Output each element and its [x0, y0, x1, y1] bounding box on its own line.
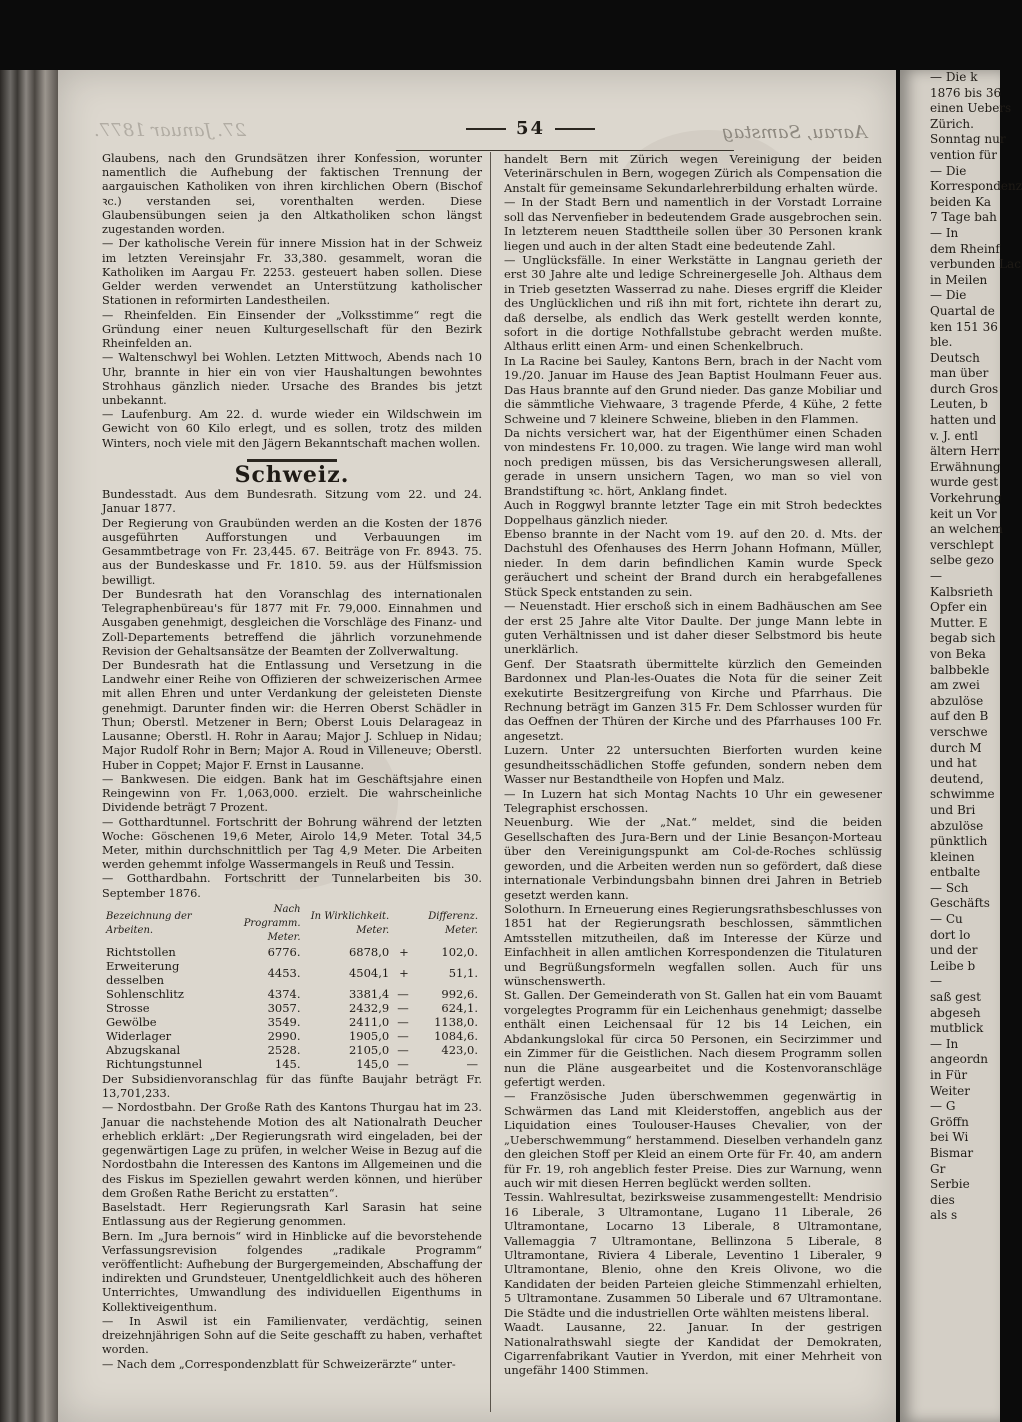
article-paragraph: — Der katholische Verein für innere Mission hat in der Schweiz im letzten Vereinsjahr Fr. 33,380. gesammelt, woran die Katholiken im Aargau Fr. 2253. gesteuert haben sollen. Diese Gelder werden verwendet an Unterstützung katholischer Stationen in reformirten Landestheilen. — [102, 237, 482, 308]
fragment-line: Gr — [930, 1161, 946, 1176]
fragment-line: vention für — [930, 147, 997, 162]
fragment-line: ältern Herr — [930, 444, 1000, 459]
fragment-line: selbe gezo — [930, 553, 995, 568]
table-cell: 102,0. — [441, 944, 478, 959]
article-paragraph: — Gotthardbahn. Fortschritt der Tunnelarbeiten bis 30. September 1876. — [102, 872, 482, 900]
table-cell: Strosse — [106, 1000, 150, 1015]
table-cell: 51,1. — [448, 965, 478, 980]
table-header: Bezeichnung der Arbeiten. — [106, 910, 192, 936]
bleed-through-date: 27. Januar 1877. — [94, 120, 247, 141]
article-paragraph: Genf. Der Staatsrath übermittelte kürzlich den Gemeinden Bardonnex und Plan-les-Ouates die Nota für die seiner Zeit exekutirte Besitzergreifung von Kirche und Pfarrhaus. Die Rechnung beträgt im Ganzen 315 Fr. Dem Schlosser wurden für das Oeffnen der Thüren der Kirche und des Pfarrhauses 100 Fr. angesetzt. — [504, 656, 882, 743]
fragment-line: in Für — [930, 1068, 968, 1082]
fragment-line: durch M — [930, 740, 982, 755]
table-cell: Abzugskanal — [106, 1042, 181, 1057]
fragment-line: keit un Vor — [930, 506, 997, 521]
fragment-line: saß gest — [930, 990, 981, 1005]
article-paragraph: Bundesstadt. Aus dem Bundesrath. Sitzung vom 22. und 24. Januar 1877. — [102, 488, 482, 516]
article-paragraph: Der Subsidienvoranschlag für das fünfte Baujahr beträgt Fr. 13,701,233. — [102, 1072, 482, 1101]
fragment-line: schwimme — [930, 787, 995, 802]
article-paragraph: — Rheinfelden. Ein Einsender der „Volksstimme“ regt die Gründung einer neuen Kulturgesellschaft für den Bezirk Rheinfelden an. — [102, 308, 482, 351]
fragment-line: dies — [930, 1192, 955, 1207]
book-spine — [0, 70, 58, 1422]
fragment-line: — — [930, 569, 942, 583]
table-cell: — — [397, 1042, 409, 1057]
fragment-line: Leuten, b — [930, 397, 988, 412]
table-cell: 1138,0. — [434, 1014, 478, 1029]
table-cell: Sohlenschlitz — [106, 986, 184, 1001]
table-row — [102, 1015, 482, 1029]
article-paragraph: — Französische Juden überschwemmen gegenwärtig in Schwärmen das Land mit Kleiderstoffen, angeblich aus der Liquidation eines Toulouser-Hauses Chevalier, von der „Ueberschwemmung“ herstammend. Dieselben verhandeln ganz den gleichen Stoff per Kleid an einem Orte für Fr. 40, am andern für Fr. 19, roh angeblich fester Preise. Dies zur Warnung, wenn auch wir mit diesen Herren beglückt werden sollten. — [504, 1089, 882, 1190]
table-row — [102, 945, 482, 959]
fragment-line: Opfer ein — [930, 600, 988, 615]
table-header: In Wirklichkeit. Meter. — [310, 910, 390, 936]
table-cell: Widerlager — [106, 1028, 172, 1043]
column-left — [102, 152, 482, 1372]
article-paragraph: — Nordostbahn. Der Große Rath des Kantons Thurgau hat im 23. Januar die nachstehende Motion des alt Nationalrath Deucher erheblich erklärt: „Der Regierungsrath wird eingeladen, bei der gegenwärtigen Lage zu prüfen, in welcher Weise in Bezug auf die Nordostbahn die Interessen des Kantons im Allgemeinen und die des Fiskus im Speziellen gewahrt werden können, und hierüber dem Großen Rathe Bericht zu erstatten“. — [102, 1101, 482, 1200]
fragment-line: Erwähnung — [930, 459, 1001, 474]
table-row — [102, 1029, 482, 1043]
table-cell: — — [397, 986, 409, 1001]
article-paragraph: Da nichts versichert war, hat der Eigenthümer einen Schaden von mindestens Fr. 10,000. zu tragen. Wie lange wird man wohl noch predigen müssen, bis das Versicherungswesen allerall, gerade in unsern unsichern Tagen, wo man so viel von Brandstiftung ꝛc. hört, Anklang findet. — [504, 426, 882, 498]
table-cell: — — [397, 1000, 409, 1015]
article-paragraph: Der Bundesrath hat die Entlassung und Versetzung in die Landwehr einer Reihe von Offizieren der schweizerischen Armee mit allen Ehren und unter Verdankung der geleisteten Dienste genehmigt. Darunter finden wir: die Herren Oberst Schädler in Thun; Oberstl. Metzener in Bern; Oberst Louis Delarageaz in Lausanne; Oberstl. H. Rohr in Aarau; Major J. Schluep in Nidau; Major Rudolf Rohr in Bern; Major A. Roud in Villeneuve; Oberstl. Huber in Coppet; Major F. Ernst in Lausanne. — [102, 658, 482, 772]
article-paragraph: — In der Stadt Bern und namentlich in der Vorstadt Lorraine soll das Nervenfieber in bedeutendem Grade ausgebrochen sein. In letzterem neuen Stadttheile sollen über 30 Personen krank liegen und auch in der alten Stadt eine bedeutende Zahl. — [504, 195, 882, 253]
tunnel-progress-table — [102, 903, 482, 1071]
fragment-line: auf den B — [930, 709, 989, 724]
fragment-line: und hat — [930, 756, 977, 771]
table-header: Nach Programm. Meter. — [243, 903, 301, 943]
fragment-line: balbbekle — [930, 662, 990, 677]
table-cell: — — [397, 1014, 409, 1029]
fragment-line: — In — [930, 1036, 959, 1051]
table-cell: 2105,0 — [348, 1042, 390, 1057]
fragment-line: abgeseh — [930, 1005, 981, 1020]
fragment-line: Leibe b — [930, 958, 976, 973]
table-cell: Gewölbe — [106, 1014, 157, 1029]
fragment-line: 7 Tage bah — [930, 210, 997, 225]
table-cell: 6878,0 — [348, 944, 390, 959]
table-cell: 3381,4 — [348, 986, 390, 1001]
fragment-line: 1876 bis 36 — [930, 85, 1002, 100]
fragment-line: deutend, — [930, 771, 984, 786]
table-cell: 2990. — [267, 1028, 301, 1043]
fragment-line: Vorkehrung — [930, 491, 1002, 506]
article-paragraph: — Laufenburg. Am 22. d. wurde wieder ein Wildschwein im Gewicht von 60 Kilo erlegt, und es sollen, trotz des milden Winters, noch viele mit den Jägern Bekanntschaft machen wollen. — [102, 408, 482, 450]
article-paragraph: Neuenburg. Wie der „Nat.“ meldet, sind die beiden Gesellschaften des Jura-Bern und der Linie Besançon-Morteau über den Vereinigungspunkt am Col-de-Roches schlüssig geworden, und die Arbeiten werden nun so gefördert, daß diese internationale Verbindungsbahn binnen drei Jahren in Betrieb gesetzt werden kann. — [504, 815, 882, 902]
article-paragraph: — Waltenschwyl bei Wohlen. Letzten Mittwoch, Abends nach 10 Uhr, brannte in hier ein von vier Haushaltungen bewohntes Strohhaus gänzlich nieder. Ursache des Brandes bis jetzt unbekannt. — [102, 351, 482, 407]
table-cell: 1905,0 — [348, 1028, 390, 1043]
article-paragraph: In La Racine bei Sauley, Kantons Bern, brach in der Nacht vom 19./20. Januar im Hause des Jean Baptist Houlmann Feuer aus. Das Haus brannte auf den Grund nieder. Das ganze Mobiliar und die sämmtliche Viehwaare, 3 tragende Pferde, 4 Kühe, 2 fette Schweine und 7 kleinere Schweine, blieben in den Flammen. — [504, 353, 882, 426]
table-row — [102, 1057, 482, 1071]
fragment-line: Bismar — [930, 1145, 974, 1160]
table-cell: 992,6. — [441, 986, 478, 1001]
table-cell: Erweiterung desselben — [106, 958, 180, 987]
article-paragraph: — Gotthardtunnel. Fortschritt der Bohrung während der letzten Woche: Göschenen 19,6 Meter, Airolo 14,9 Meter. Total 34,5 Meter, mithin durchschnittlich per Tag 4,9 Meter. Die Arbeiten werden gehemmt infolge Wassermangels in Reuß und Tessin. — [102, 815, 482, 872]
table-cell: 145,0 — [356, 1056, 390, 1071]
fragment-line: einen Uebers — [930, 101, 1012, 116]
fragment-line: — Sch — [930, 880, 969, 895]
fragment-line: — — [930, 974, 942, 989]
fragment-line: als s — [930, 1208, 958, 1223]
facing-page-fragment — [900, 70, 1022, 1422]
column-divider — [490, 152, 491, 1412]
fragment-line: dem Rheinf — [930, 241, 1000, 256]
table-cell: 4374. — [267, 986, 301, 1001]
article-paragraph: — In Aswil ist ein Familienvater, verdächtig, seinen dreizehnjährigen Sohn auf die Seite geschafft zu haben, verhaftet worden. — [102, 1314, 482, 1357]
fragment-line: Sonntag nur — [930, 132, 1006, 147]
fragment-line: — G — [930, 1099, 956, 1114]
section-heading: Schweiz. — [234, 461, 350, 488]
fragment-line: Geschäfts — [930, 896, 990, 911]
article-paragraph: Baselstadt. Herr Regierungsrath Karl Sarasin hat seine Entlassung aus der Regierung genommen. — [102, 1201, 482, 1229]
fragment-line: — Die — [930, 288, 967, 303]
table-cell: 145. — [274, 1056, 301, 1071]
fragment-line: Gröffn — [930, 1114, 969, 1129]
article-paragraph: handelt Bern mit Zürich wegen Vereinigung der beiden Veterinärschulen in Bern, wogegen Zürich als Compensation die Anstalt für gemeinsame Sekundarlehrerbildung erhalten würde. — [504, 152, 882, 195]
bleed-through-masthead: Aarau, Samstag — [722, 122, 867, 143]
fragment-line: abzulöse — [930, 693, 984, 708]
table-header — [393, 903, 413, 945]
table-row — [102, 1043, 482, 1057]
fragment-line: man über — [930, 366, 989, 381]
fragment-line: mutblick — [930, 1021, 984, 1036]
table-cell: 423,0. — [441, 1042, 478, 1057]
column-right — [504, 152, 882, 1378]
article-paragraph: Bern. Im „Jura bernois“ wird in Hinblicke auf die bevorstehende Verfassungsrevision folgendes „radikale Programm“ veröffentlicht: Aufhebung der Burgergemeinden, Abschaffung der indirekten und Grundsteuer, Unentgeldlichkeit auch des höheren Unterrichtes, Umwandlung des individuellen Eigenthums in Kollektiveigenthum. — [102, 1229, 482, 1314]
table-cell: Richtungstunnel — [106, 1056, 203, 1071]
fragment-line: und Bri — [930, 802, 976, 817]
article-paragraph: — Nach dem „Correspondenzblatt für Schweizerärzte“ unter- — [102, 1357, 456, 1371]
fragment-line: — In — [930, 225, 959, 240]
fragment-line: in Meilen — [930, 272, 988, 287]
article-paragraph: Luzern. Unter 22 untersuchten Bierforten wurden keine gesundheitsschädlichen Stoffe gefunden, sondern neben dem Wasser nur Bestandtheile von Hopfen und Malz. — [504, 743, 882, 787]
fragment-line: — Die k — [930, 70, 978, 84]
fragment-line: ble. — [930, 335, 953, 350]
table-cell: 4453. — [267, 965, 301, 980]
fragment-line: verschwe — [930, 724, 988, 739]
fragment-line: und der — [930, 943, 978, 958]
article-paragraph: Tessin. Wahlresultat, bezirksweise zusammengestellt: Mendrisio 16 Liberale, 3 Ultramontane, Lugano 11 Liberale, 26 Ultramontane, Locarno 13 Liberale, 8 Ultramontane, Vallemaggia 7 Ultramontane, Bellinzona 5 Liberale, 8 Ultramontane, Riviera 4 Liberale, Leventino 1 Liberaler, 9 Ultramontane, Blenio, ohne den Kreis Olivone, wo die Kandidaten der beiden Parteien gleiche Stimmenzahl erhielten, 5 Ultramontane. Zusammen 50 Liberale und 67 Ultramontane. Die Städte und die industriellen Orte wählten meistens liberal. — [504, 1190, 882, 1320]
article-paragraph: Ebenso brannte in der Nacht vom 19. auf den 20. d. Mts. der Dachstuhl des Ofenhauses des Herrn Johann Hofmann, Müller, nieder. In dem darin befindlichen Kamin wurde Speck geräuchert und scheint der Brand durch ein herabgefallenes Stück Speck entstanden zu sein. — [504, 526, 882, 599]
fragment-line: verbunden Lac — [930, 257, 1021, 272]
table-cell: — — [397, 1056, 409, 1071]
table-cell: 3549. — [267, 1014, 301, 1029]
table-cell: — — [397, 1028, 409, 1043]
article-paragraph: Der Regierung von Graubünden werden an die Kosten der 1876 ausgeführten Aufforstungen und Verbauungen im Gesammtbetrage von Fr. 23,445. 67. Beiträge von Fr. 8943. 75. aus der Bundeskasse und Fr. 1810. 59. aus der Hülfsmission bewilligt. — [102, 516, 482, 587]
table-cell: 2528. — [267, 1042, 301, 1057]
fragment-line: Korrespondenz — [930, 179, 1022, 194]
table-cell: + — [399, 965, 409, 980]
table-cell: — — [466, 1056, 478, 1071]
page-header — [58, 110, 896, 150]
article-paragraph: — In Luzern hat sich Montag Nachts 10 Uhr ein gewesener Telegraphist erschossen. — [504, 786, 882, 815]
fragment-line: — Die — [930, 163, 967, 178]
article-paragraph: — Unglücksfälle. In einer Werkstätte in Langnau gerieth der erst 30 Jahre alte und ledige Schreinergeselle Joh. Althaus dem in Trieb gesetzten Wasserrad zu nahe. Dieses ergriff die Kleider des Unglücklichen und riß ihn mit fort, richtete ihn derart zu, daß derselbe, als endlich das Werk gestellt werden konnte, sofort in die dortige Nothfallstube gebracht werden mußte. Althaus erlitt einen Arm- und einen Schenkelbruch. — [504, 252, 882, 354]
fragment-line: pünktlich — [930, 834, 988, 849]
fragment-line: v. J. entl — [930, 428, 978, 443]
article-paragraph: Auch in Roggwyl brannte letzter Tage ein mit Stroh bedecktes Doppelhaus gänzlich nieder. — [504, 498, 882, 527]
fragment-line: Mutter. E — [930, 615, 988, 630]
table-cell: 6776. — [267, 944, 301, 959]
fragment-line: verschlept — [930, 537, 994, 552]
table-cell: 2411,0 — [348, 1014, 390, 1029]
table-header: Differenz. Meter. — [428, 910, 478, 936]
table-row — [102, 987, 482, 1001]
fragment-line: Deutsch — [930, 350, 980, 365]
table-row — [102, 1001, 482, 1015]
fragment-line: wurde gest — [930, 475, 999, 490]
article-paragraph: Solothurn. In Erneuerung eines Regierungsrathsbeschlusses von 1851 hat der Regierungsrath beschlossen, sämmtlichen Amtsstellen mitzutheilen, daß im Interesse der Kürze und Einfachheit in allen amtlichen Korrespondenzen die Titulaturen und Begrüßungsformeln wegfallen sollen. Auch für uns wünschenswerth. — [504, 901, 882, 989]
table-row — [102, 959, 482, 987]
article-paragraph: Der Bundesrath hat den Voranschlag des internationalen Telegraphenbüreau's für 1877 mit Fr. 79,000. Einnahmen und Ausgaben genehmigt, desgleichen die Vorschläge des Finanz- und Zoll-Departements betreffend die jährlich vorzunehmende Revision der Gehaltsansätze der Beamten der Zollverwaltung. — [102, 587, 482, 658]
article-paragraph: Glaubens, nach den Grundsätzen ihrer Konfession, worunter namentlich die Aufhebung der faktischen Trennung der aargauischen Katholiken von ihren kirchlichen Obern (Bischof ꝛc.) verstanden sei, vorenthalten werden. Diese Glaubensübungen seien ja den Altkatholiken schon längst zugestanden worden. — [102, 152, 482, 237]
fragment-line: hatten und — [930, 413, 997, 428]
fragment-line: kleinen — [930, 849, 975, 864]
fragment-line: am zwei — [930, 678, 980, 693]
article-paragraph: — Bankwesen. Die eidgen. Bank hat im Geschäftsjahre einen Reingewinn von Fr. 1,063,000. erzielt. Die wahrscheinliche Dividende beträgt 7 Prozent. — [102, 772, 482, 815]
fragment-line: begab sich — [930, 631, 996, 646]
fragment-line: von Beka — [930, 646, 986, 661]
page-number: 54 — [456, 118, 605, 139]
table-cell: + — [399, 944, 409, 959]
table-cell: 1084,6. — [434, 1028, 478, 1043]
header-rule — [396, 150, 734, 151]
table-cell: Richtstollen — [106, 944, 176, 959]
fragment-line: beiden Ka — [930, 194, 992, 209]
table-cell: 624,1. — [441, 1000, 478, 1015]
fragment-line: entbalte — [930, 865, 981, 880]
fragment-line: Serbie — [930, 1177, 970, 1192]
fragment-line: dort lo — [930, 927, 971, 942]
article-paragraph: — Neuenstadt. Hier erschoß sich in einem Badhäuschen am See der erst 25 Jahre alte Vitor Daulte. Der junge Mann lebte in guten Verhältnissen und ist daher dieser Selbstmord bis heute unerklärlich. — [504, 599, 882, 657]
fragment-line: bei Wi — [930, 1130, 969, 1145]
fragment-line: Zürich. — [930, 116, 974, 131]
fragment-line: abzulöse — [930, 818, 984, 833]
fragment-line: an welchem — [930, 522, 1003, 537]
fragment-line: Kalbsrieth — [930, 584, 994, 599]
fragment-line: ken 151 36 — [930, 319, 998, 334]
fragment-line: — Cu — [930, 912, 963, 927]
fragment-line: angeordn — [930, 1052, 989, 1067]
table-cell: 2432,9 — [348, 1000, 390, 1015]
newspaper-page — [58, 70, 896, 1422]
fragment-line: Quartal de — [930, 303, 995, 318]
table-cell: 4504,1 — [348, 965, 390, 980]
article-paragraph: Waadt. Lausanne, 22. Januar. In der gestrigen Nationalrathswahl siegte der Kandidat der Demokraten, Cigarrenfabrikant Vautier in Yverdon, mit einer Mehrheit von ungefähr 1400 Stimmen. — [504, 1320, 882, 1378]
fragment-line: Weiter — [930, 1083, 970, 1098]
fragment-line: durch Gros — [930, 381, 999, 396]
table-cell: 3057. — [267, 1000, 301, 1015]
article-paragraph: St. Gallen. Der Gemeinderath von St. Gallen hat ein vom Bauamt vorgelegtes Programm für ein Leichenhaus genehmigt; dasselbe enthält einen Leichensaal für 12 bis 14 Leichen, ein Abdankungslokal für circa 50 Personen, ein Secirzimmer und ein Zimmer für die Geistlichen. Nach diesem Programm sollen nun die Pläne ausgearbeitet und die Kostenvoranschläge gefertigt werden. — [504, 988, 882, 1089]
